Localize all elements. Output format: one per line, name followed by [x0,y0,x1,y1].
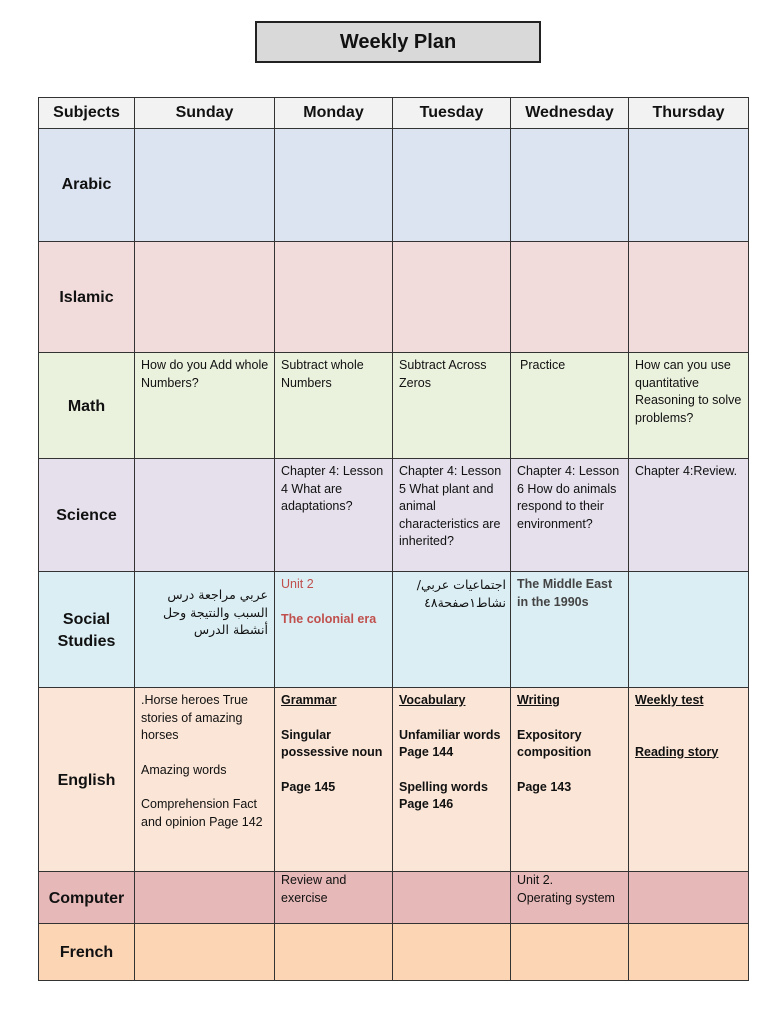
header-sunday: Sunday [135,98,275,129]
cell-social-monday [275,572,393,688]
cell-math-sunday: How do you Add whole Numbers? [135,353,275,459]
english-tuesday-words: Unfamiliar words Page 144 [399,727,501,759]
cell-arabic-tuesday [393,129,511,242]
english-wednesday-page: Page 143 [517,779,572,794]
cell-science-sunday [135,459,275,572]
row-science [39,459,749,572]
computer-wednesday-unit: Unit 2. [517,873,554,887]
subject-math: Math [39,353,135,459]
subject-arabic: Arabic [39,129,135,242]
cell-english-tuesday [393,688,511,872]
row-english [39,688,749,872]
cell-science-thursday: Chapter 4:Review. [629,459,749,572]
cell-french-thursday [629,924,749,981]
header-subjects: Subjects [39,98,135,129]
cell-islamic-sunday [135,242,275,353]
subject-social-line2: Studies [57,632,116,650]
cell-computer-sunday [135,872,275,924]
english-monday-heading: Grammar [281,693,337,707]
cell-social-tuesday: اجتماعيات عربي/نشاط١صفحة٤٨ [393,572,511,688]
row-french [39,924,749,981]
subject-english: English [39,688,135,872]
english-monday-page: Page 145 [281,779,336,794]
cell-english-wednesday [511,688,629,872]
cell-french-sunday [135,924,275,981]
cell-english-sunday [135,688,275,872]
computer-wednesday-topic: Operating system [517,890,615,905]
cell-arabic-wednesday [511,129,629,242]
header-wednesday: Wednesday [511,98,629,129]
row-social-studies [39,572,749,688]
english-thursday-heading: Weekly test [635,693,704,707]
subject-social-line1: Social [62,610,111,628]
cell-islamic-thursday [629,242,749,353]
cell-math-monday: Subtract whole Numbers [275,353,393,459]
english-wednesday-heading: Writing [517,693,560,707]
english-monday-topic: Singular possessive noun [281,727,383,759]
english-tuesday-heading: Vocabulary [399,693,466,707]
cell-french-monday [275,924,393,981]
header-monday: Monday [275,98,393,129]
english-sunday-words: Amazing words [141,762,227,777]
subject-french: French [39,924,135,981]
page-title: Weekly Plan [255,21,541,63]
cell-math-tuesday: Subtract Across Zeros [393,353,511,459]
cell-english-monday [275,688,393,872]
cell-french-wednesday [511,924,629,981]
subject-islamic: Islamic [39,242,135,353]
header-row [39,98,749,129]
row-islamic [39,242,749,353]
cell-science-monday: Chapter 4: Lesson 4 What are adaptations? [275,459,393,572]
cell-islamic-tuesday [393,242,511,353]
cell-islamic-wednesday [511,242,629,353]
cell-french-tuesday [393,924,511,981]
cell-english-thursday [629,688,749,872]
row-arabic [39,129,749,242]
cell-computer-tuesday [393,872,511,924]
english-wednesday-topic: Expository composition [517,727,592,759]
subject-social-studies [39,572,135,688]
cell-math-wednesday: Practice [511,353,629,459]
cell-computer-thursday [629,872,749,924]
subject-science: Science [39,459,135,572]
english-sunday-comprehension: Comprehension Fact and opinion Page 142 [141,797,263,829]
cell-computer-wednesday [511,872,629,924]
cell-science-tuesday: Chapter 4: Lesson 5 What plant and animal characteristics are inherited? [393,459,511,572]
cell-social-thursday [629,572,749,688]
cell-science-wednesday: Chapter 4: Lesson 6 How do animals respond to their environment? [511,459,629,572]
social-monday-topic: The colonial era [281,611,377,626]
cell-computer-monday: Review and exercise [275,872,393,924]
weekly-plan-table [38,97,749,981]
cell-islamic-monday [275,242,393,353]
english-tuesday-spelling: Spelling words Page 146 [399,779,488,811]
english-thursday-reading: Reading story [635,744,719,759]
cell-math-thursday: How can you use quantitative Reasoning to solve problems? [629,353,749,459]
cell-social-wednesday: The Middle East in the 1990s [511,572,629,688]
cell-arabic-monday [275,129,393,242]
social-monday-unit: Unit 2 [281,577,314,591]
row-math [39,353,749,459]
header-tuesday: Tuesday [393,98,511,129]
cell-arabic-thursday [629,129,749,242]
cell-social-sunday: عربي مراجعة درس السبب والنتيجة وحل أنشطة الدرس [135,572,275,688]
row-computer [39,872,749,924]
header-thursday: Thursday [629,98,749,129]
cell-arabic-sunday [135,129,275,242]
subject-computer: Computer [39,872,135,924]
english-sunday-story: .Horse heroes True stories of amazing horses [141,693,248,742]
